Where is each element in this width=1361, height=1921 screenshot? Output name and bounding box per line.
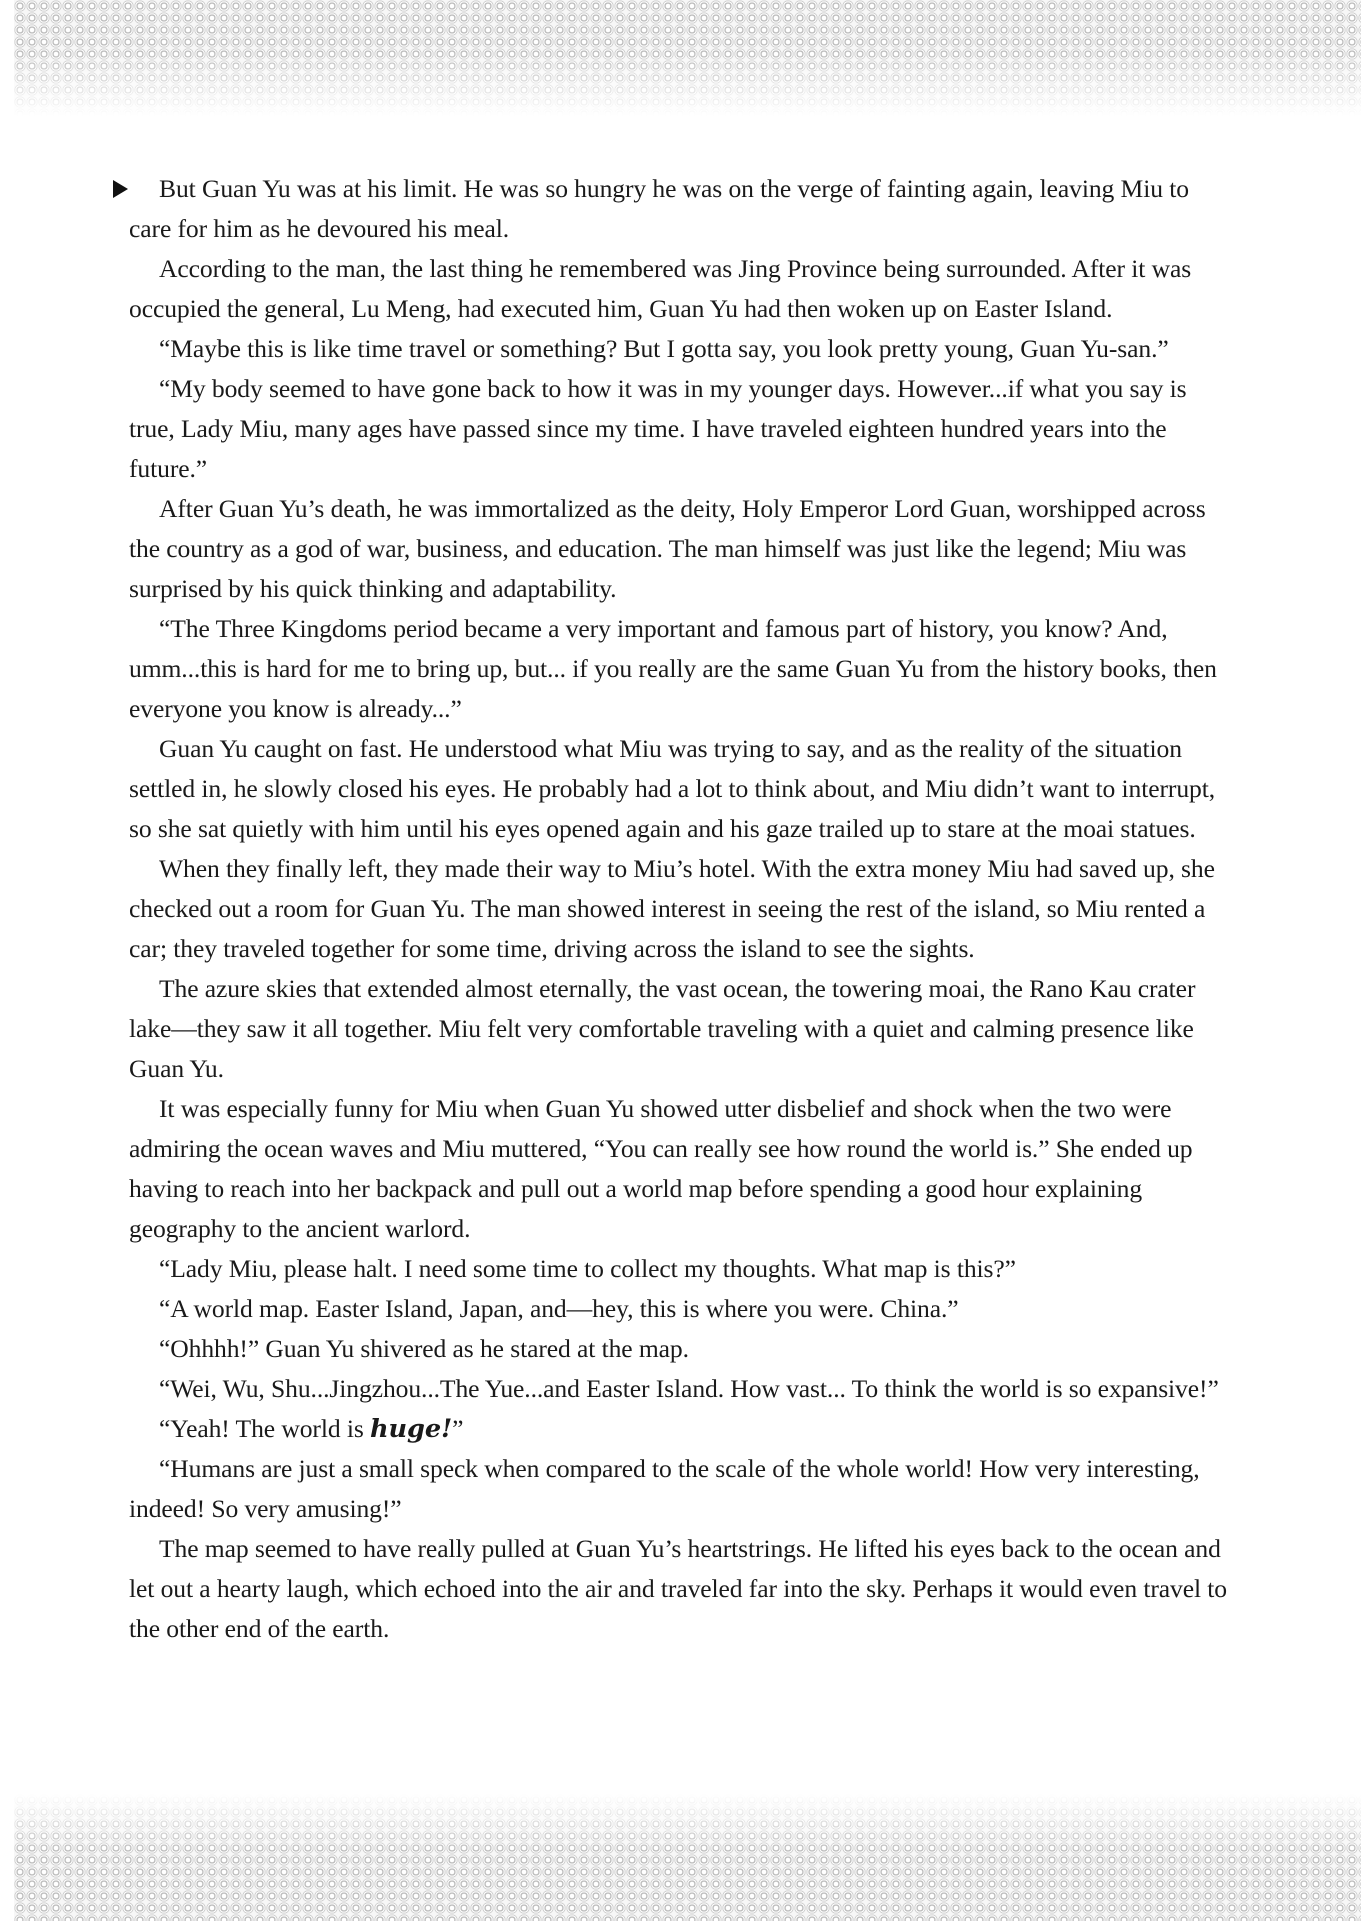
paragraph: “My body seemed to have gone back to how it was in my younger days. However...if what you say is true, Lady Miu, many ages have passed since my time. I have traveled eighteen hundred years into the future.” (129, 374, 1187, 483)
paragraph: The azure skies that extended almost eternally, the vast ocean, the towering moai, the Rano Kau crater lake—they saw it all together. Miu felt very comfortable traveling with a quiet and calming presence like Guan Yu. (129, 974, 1196, 1083)
paragraph: “Humans are just a small speck when compared to the scale of the whole world! How very interesting, indeed! So very amusing!” (129, 1454, 1200, 1523)
huge-line-after: ” (452, 1414, 464, 1443)
bottom-decorative-band (14, 1794, 1361, 1921)
huge-emphasis: huge! (370, 1414, 453, 1444)
paragraph: “Ohhhh!” Guan Yu shivered as he stared at the map. (159, 1334, 689, 1363)
paragraph: According to the man, the last thing he remembered was Jing Province being surrounded. After it was occupied the general, Lu Meng, had executed him, Guan Yu had then woken up on Easter Island. (129, 254, 1192, 323)
paragraph: “Maybe this is like time travel or something? But I gotta say, you look pretty young, Guan Yu-san.” (159, 334, 1169, 363)
paragraph: It was especially funny for Miu when Guan Yu showed utter disbelief and shock when the two were admiring the ocean waves and Miu muttered, “You can really see how round the world is.” She ended up having to reach into her backpack and pull out a world map before spending a good hour explaining geography to the ancient warlord. (129, 1094, 1193, 1243)
play-icon (113, 180, 128, 198)
paragraph: After Guan Yu’s death, he was immortalized as the deity, Holy Emperor Lord Guan, worshipped across the country as a god of war, business, and education. The man himself was just like the legend; Miu was surprised by his quick thinking and adaptability. (129, 494, 1206, 603)
paragraph-huge (129, 1409, 1231, 1449)
paragraph: “Lady Miu, please halt. I need some time to collect my thoughts. What map is this?” (159, 1254, 1016, 1283)
page-text (129, 169, 1231, 1649)
paragraph: The map seemed to have really pulled at Guan Yu’s heartstrings. He lifted his eyes back to the ocean and let out a hearty laugh, which echoed into the air and traveled far into the sky. Perhaps it would even travel to the other end of the earth. (129, 1534, 1227, 1643)
huge-line-before: “Yeah! The world is (159, 1414, 371, 1443)
paragraph: “The Three Kingdoms period became a very important and famous part of history, you know? And, umm...this is hard for me to bring up, but... if you really are the same Guan Yu from the history books, then everyone you know is already...” (129, 614, 1217, 723)
paragraph: “Wei, Wu, Shu...Jingzhou...The Yue...and Easter Island. How vast... To think the world is so expansive!” (159, 1374, 1219, 1403)
paragraph: But Guan Yu was at his limit. He was so hungry he was on the verge of fainting again, leaving Miu to care for him as he devoured his meal. (129, 174, 1189, 243)
paragraph: Guan Yu caught on fast. He understood what Miu was trying to say, and as the reality of the situation settled in, he slowly closed his eyes. He probably had a lot to think about, and Miu didn’t want to interrupt, so she sat quietly with him until his eyes opened again and his gaze trailed up to stare at the moai statues. (129, 734, 1216, 843)
paragraph: When they finally left, they made their way to Miu’s hotel. With the extra money Miu had saved up, she checked out a room for Guan Yu. The man showed interest in seeing the rest of the island, so Miu rented a car; they traveled together for some time, driving across the island to see the sights. (129, 854, 1215, 963)
paragraph: “A world map. Easter Island, Japan, and—hey, this is where you were. China.” (159, 1294, 959, 1323)
top-decorative-band (14, 0, 1361, 116)
